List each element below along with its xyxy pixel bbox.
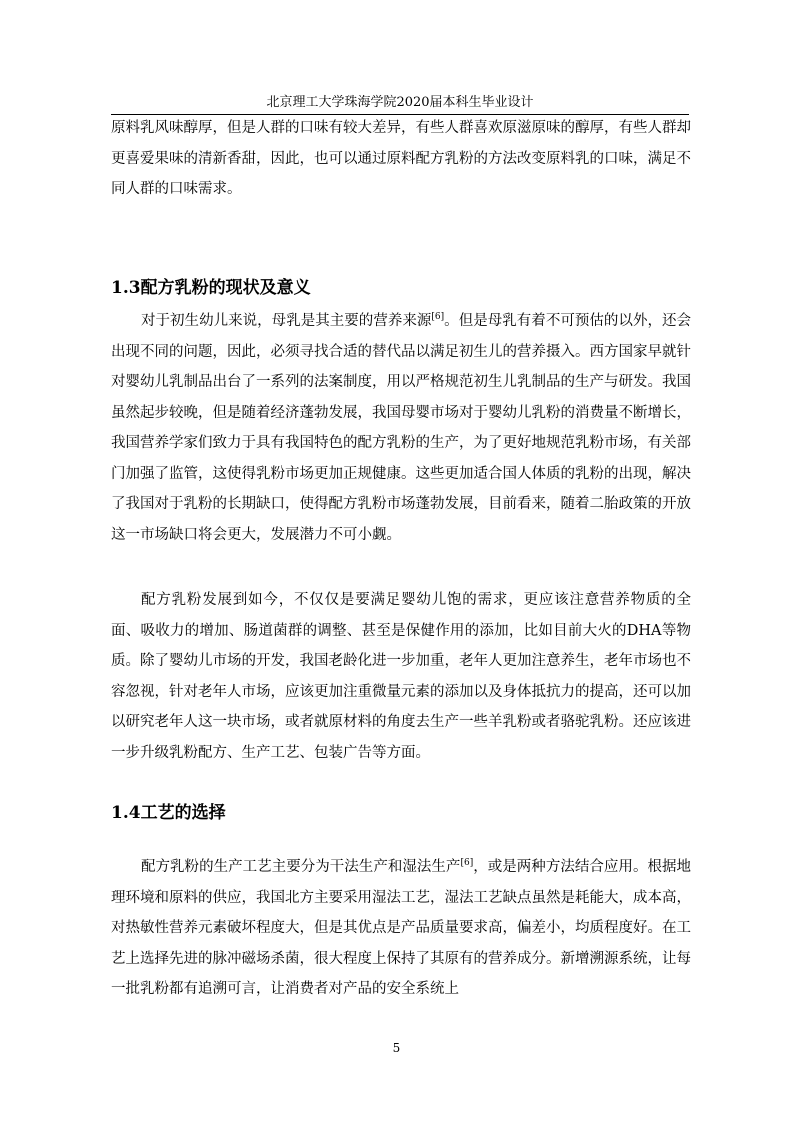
citation-ref: [6] <box>460 858 474 869</box>
paragraph-text-part: 配方乳粉的生产工艺主要分为干法生产和湿法生产 <box>141 859 461 875</box>
running-header: 北京理工大学珠海学院2020届本科生毕业设计 <box>266 95 534 110</box>
paragraph-text: 配方乳粉发展到如今，不仅仅是要满足婴幼儿饱的需求，更应该注意营养物质的全面、吸收力的增加、肠道菌群的调整、甚至是保健作用的添加，比如目前大火的DHA等物质。除了婴幼儿市场的开发，我国老龄化进一步加重，老年人更加注意养生，老年市场也不容忽视，针对老年人市场，应该更加注重微量元素的添加以及身体抵抗力的提高，还可以加以研究老年人这一块市场，或者就原材料的角度去生产一些羊乳粉或者骆驼乳粉。还应该进一步升级乳粉配方、生产工艺、包装广告等方面。 <box>111 592 691 761</box>
paragraph-text-part: 对于初生幼儿来说，母乳是其主要的营养来源 <box>141 313 432 329</box>
paragraph-text: 原料乳风味醇厚，但是人群的口味有较大差异，有些人群喜欢原滋原味的醇厚，有些人群却更喜爱果味的清新香甜，因此，也可以通过原料配方乳粉的方法改变原料乳的口味，满足不同人群的口味需求。 <box>111 120 691 197</box>
section-heading-1-3: 1.3配方乳粉的现状及意义 <box>111 278 311 298</box>
page-number: 5 <box>392 1041 401 1055</box>
paragraph-intro-continued <box>111 113 691 205</box>
paragraph-development <box>111 585 691 768</box>
paragraph-text <box>111 852 691 1005</box>
citation-ref: [6] <box>431 312 445 323</box>
paragraph-process <box>111 852 691 1005</box>
paragraph-status-quo <box>111 306 691 550</box>
paragraph-text-part: 。但是母乳有着不可预估的以外，还会出现不同的问题，因此，必须寻找合适的替代品以满足初生儿的营养摄入。西方国家早就针对婴幼儿乳制品出台了一系列的法案制度，用以严格规范初生儿乳制品的生产与研发。我国虽然起步较晚，但是随着经济蓬勃发展，我国母婴市场对于婴幼儿乳粉的消费量不断增长，我国营养学家们致力于具有我国特色的配方乳粉的生产，为了更好地规范乳粉市场，有关部门加强了监管，这使得乳粉市场更加正规健康。这些更加适合国人体质的乳粉的出现，解决了我国对于乳粉的长期缺口，使得配方乳粉市场蓬勃发展，目前看来，随着二胎政策的开放这一市场缺口将会更大，发展潜力不可小觑。 <box>111 313 691 543</box>
paragraph-text <box>111 306 691 550</box>
section-heading-1-4: 1.4工艺的选择 <box>111 803 226 823</box>
paragraph-text-part: ，或是两种方法结合应用。根据地理环境和原料的供应，我国北方主要采用湿法工艺，湿法工艺缺点虽然是耗能大，成本高，对热敏性营养元素破坏程度大，但是其优点是产品质量要求高，偏差小，均质程度好。在工艺上选择先进的脉冲磁场杀菌，很大程度上保持了其原有的营养成分。新增溯源系统，让每一批乳粉都有追溯可言，让消费者对产品的安全系统上 <box>111 859 692 997</box>
